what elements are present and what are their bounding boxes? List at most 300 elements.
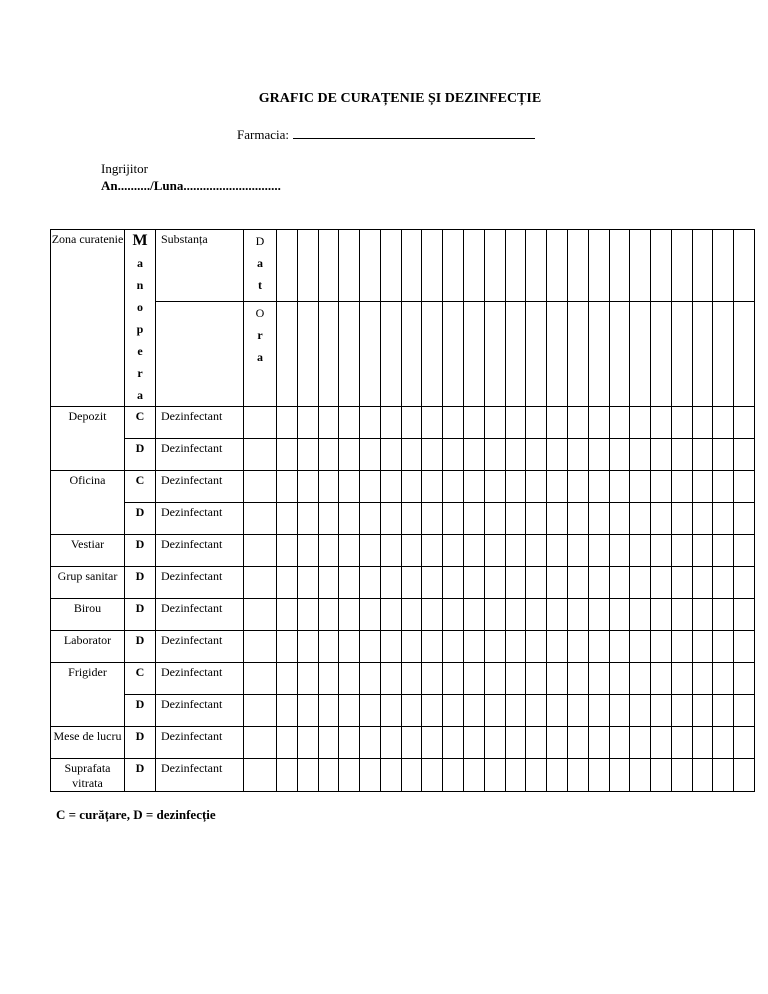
schedule-cell[interactable]: [588, 535, 609, 567]
schedule-cell[interactable]: [422, 695, 443, 727]
schedule-cell[interactable]: [567, 302, 588, 407]
schedule-cell[interactable]: [380, 727, 401, 759]
schedule-cell[interactable]: [651, 230, 672, 302]
schedule-cell[interactable]: [692, 631, 713, 663]
schedule-cell[interactable]: [630, 631, 651, 663]
schedule-cell[interactable]: [630, 535, 651, 567]
data-ora-cell[interactable]: [244, 599, 277, 631]
schedule-cell[interactable]: [297, 439, 318, 471]
schedule-cell[interactable]: [401, 631, 422, 663]
schedule-cell[interactable]: [297, 567, 318, 599]
schedule-cell[interactable]: [277, 302, 298, 407]
schedule-cell[interactable]: [505, 230, 526, 302]
schedule-cell[interactable]: [339, 727, 360, 759]
schedule-cell[interactable]: [734, 599, 755, 631]
schedule-cell[interactable]: [443, 407, 464, 439]
schedule-cell[interactable]: [713, 503, 734, 535]
schedule-cell[interactable]: [360, 567, 381, 599]
schedule-cell[interactable]: [713, 599, 734, 631]
schedule-cell[interactable]: [526, 535, 547, 567]
schedule-cell[interactable]: [277, 230, 298, 302]
data-ora-cell[interactable]: [244, 503, 277, 535]
schedule-cell[interactable]: [609, 695, 630, 727]
schedule-cell[interactable]: [526, 407, 547, 439]
schedule-cell[interactable]: [339, 759, 360, 792]
schedule-cell[interactable]: [443, 759, 464, 792]
schedule-cell[interactable]: [380, 503, 401, 535]
schedule-cell[interactable]: [380, 695, 401, 727]
schedule-cell[interactable]: [734, 535, 755, 567]
schedule-cell[interactable]: [360, 631, 381, 663]
schedule-cell[interactable]: [713, 663, 734, 695]
schedule-cell[interactable]: [526, 230, 547, 302]
schedule-cell[interactable]: [547, 599, 568, 631]
schedule-cell[interactable]: [630, 567, 651, 599]
schedule-cell[interactable]: [297, 631, 318, 663]
schedule-cell[interactable]: [297, 727, 318, 759]
schedule-cell[interactable]: [401, 599, 422, 631]
schedule-cell[interactable]: [484, 567, 505, 599]
schedule-cell[interactable]: [505, 503, 526, 535]
schedule-cell[interactable]: [567, 631, 588, 663]
schedule-cell[interactable]: [505, 631, 526, 663]
schedule-cell[interactable]: [609, 407, 630, 439]
schedule-cell[interactable]: [277, 599, 298, 631]
schedule-cell[interactable]: [380, 663, 401, 695]
schedule-cell[interactable]: [547, 759, 568, 792]
schedule-cell[interactable]: [360, 759, 381, 792]
schedule-cell[interactable]: [464, 663, 485, 695]
schedule-cell[interactable]: [671, 631, 692, 663]
schedule-cell[interactable]: [401, 695, 422, 727]
schedule-cell[interactable]: [547, 663, 568, 695]
schedule-cell[interactable]: [526, 567, 547, 599]
schedule-cell[interactable]: [318, 631, 339, 663]
schedule-cell[interactable]: [277, 567, 298, 599]
schedule-cell[interactable]: [734, 503, 755, 535]
schedule-cell[interactable]: [484, 439, 505, 471]
schedule-cell[interactable]: [609, 230, 630, 302]
data-ora-cell[interactable]: [244, 471, 277, 503]
schedule-cell[interactable]: [671, 695, 692, 727]
schedule-cell[interactable]: [318, 230, 339, 302]
schedule-cell[interactable]: [692, 407, 713, 439]
schedule-cell[interactable]: [692, 567, 713, 599]
schedule-cell[interactable]: [505, 759, 526, 792]
schedule-cell[interactable]: [692, 471, 713, 503]
schedule-cell[interactable]: [671, 727, 692, 759]
schedule-cell[interactable]: [318, 567, 339, 599]
schedule-cell[interactable]: [277, 407, 298, 439]
schedule-cell[interactable]: [567, 599, 588, 631]
schedule-cell[interactable]: [651, 567, 672, 599]
schedule-cell[interactable]: [297, 471, 318, 503]
schedule-cell[interactable]: [401, 759, 422, 792]
schedule-cell[interactable]: [547, 503, 568, 535]
schedule-cell[interactable]: [609, 631, 630, 663]
schedule-cell[interactable]: [443, 599, 464, 631]
schedule-cell[interactable]: [547, 302, 568, 407]
schedule-cell[interactable]: [339, 302, 360, 407]
schedule-cell[interactable]: [692, 599, 713, 631]
schedule-cell[interactable]: [567, 471, 588, 503]
schedule-cell[interactable]: [484, 663, 505, 695]
schedule-cell[interactable]: [318, 727, 339, 759]
schedule-cell[interactable]: [443, 567, 464, 599]
schedule-cell[interactable]: [380, 230, 401, 302]
schedule-cell[interactable]: [443, 230, 464, 302]
schedule-cell[interactable]: [734, 567, 755, 599]
schedule-cell[interactable]: [339, 631, 360, 663]
schedule-cell[interactable]: [713, 439, 734, 471]
schedule-cell[interactable]: [360, 695, 381, 727]
schedule-cell[interactable]: [318, 695, 339, 727]
schedule-cell[interactable]: [360, 663, 381, 695]
schedule-cell[interactable]: [339, 535, 360, 567]
schedule-cell[interactable]: [443, 471, 464, 503]
schedule-cell[interactable]: [401, 471, 422, 503]
schedule-cell[interactable]: [422, 302, 443, 407]
schedule-cell[interactable]: [360, 407, 381, 439]
schedule-cell[interactable]: [651, 631, 672, 663]
schedule-cell[interactable]: [422, 727, 443, 759]
schedule-cell[interactable]: [713, 727, 734, 759]
schedule-cell[interactable]: [505, 695, 526, 727]
schedule-cell[interactable]: [526, 471, 547, 503]
schedule-cell[interactable]: [609, 535, 630, 567]
schedule-cell[interactable]: [464, 759, 485, 792]
schedule-cell[interactable]: [464, 599, 485, 631]
schedule-cell[interactable]: [339, 471, 360, 503]
schedule-cell[interactable]: [567, 663, 588, 695]
schedule-cell[interactable]: [713, 407, 734, 439]
schedule-cell[interactable]: [630, 727, 651, 759]
schedule-cell[interactable]: [505, 663, 526, 695]
schedule-cell[interactable]: [401, 503, 422, 535]
schedule-cell[interactable]: [547, 471, 568, 503]
schedule-cell[interactable]: [422, 599, 443, 631]
schedule-cell[interactable]: [360, 302, 381, 407]
schedule-cell[interactable]: [651, 302, 672, 407]
schedule-cell[interactable]: [671, 567, 692, 599]
schedule-cell[interactable]: [443, 631, 464, 663]
schedule-cell[interactable]: [360, 503, 381, 535]
schedule-cell[interactable]: [484, 503, 505, 535]
data-ora-cell[interactable]: [244, 759, 277, 792]
schedule-cell[interactable]: [692, 230, 713, 302]
schedule-cell[interactable]: [277, 503, 298, 535]
schedule-cell[interactable]: [588, 599, 609, 631]
schedule-cell[interactable]: [339, 503, 360, 535]
schedule-cell[interactable]: [547, 407, 568, 439]
data-ora-cell[interactable]: [244, 631, 277, 663]
schedule-cell[interactable]: [277, 535, 298, 567]
schedule-cell[interactable]: [671, 503, 692, 535]
schedule-cell[interactable]: [630, 471, 651, 503]
schedule-cell[interactable]: [609, 727, 630, 759]
schedule-cell[interactable]: [713, 631, 734, 663]
schedule-cell[interactable]: [401, 535, 422, 567]
schedule-cell[interactable]: [505, 535, 526, 567]
schedule-cell[interactable]: [318, 471, 339, 503]
schedule-cell[interactable]: [339, 695, 360, 727]
schedule-cell[interactable]: [671, 230, 692, 302]
schedule-cell[interactable]: [401, 567, 422, 599]
schedule-cell[interactable]: [464, 471, 485, 503]
schedule-cell[interactable]: [713, 759, 734, 792]
schedule-cell[interactable]: [297, 695, 318, 727]
schedule-cell[interactable]: [380, 535, 401, 567]
schedule-cell[interactable]: [588, 439, 609, 471]
schedule-cell[interactable]: [484, 302, 505, 407]
schedule-cell[interactable]: [484, 695, 505, 727]
schedule-cell[interactable]: [484, 535, 505, 567]
schedule-cell[interactable]: [692, 759, 713, 792]
schedule-cell[interactable]: [630, 599, 651, 631]
schedule-cell[interactable]: [422, 407, 443, 439]
schedule-cell[interactable]: [630, 503, 651, 535]
schedule-cell[interactable]: [464, 631, 485, 663]
schedule-cell[interactable]: [505, 567, 526, 599]
data-ora-cell[interactable]: [244, 663, 277, 695]
schedule-cell[interactable]: [526, 302, 547, 407]
schedule-cell[interactable]: [380, 407, 401, 439]
schedule-cell[interactable]: [713, 535, 734, 567]
schedule-cell[interactable]: [567, 727, 588, 759]
schedule-cell[interactable]: [422, 471, 443, 503]
schedule-cell[interactable]: [380, 759, 401, 792]
substanta-blank-cell[interactable]: [156, 302, 244, 407]
schedule-cell[interactable]: [692, 302, 713, 407]
schedule-cell[interactable]: [360, 599, 381, 631]
schedule-cell[interactable]: [318, 439, 339, 471]
data-ora-cell[interactable]: [244, 567, 277, 599]
schedule-cell[interactable]: [547, 535, 568, 567]
schedule-cell[interactable]: [464, 535, 485, 567]
schedule-cell[interactable]: [505, 407, 526, 439]
schedule-cell[interactable]: [588, 230, 609, 302]
schedule-cell[interactable]: [692, 727, 713, 759]
schedule-cell[interactable]: [692, 695, 713, 727]
schedule-cell[interactable]: [422, 663, 443, 695]
schedule-cell[interactable]: [734, 663, 755, 695]
schedule-cell[interactable]: [464, 727, 485, 759]
schedule-cell[interactable]: [671, 663, 692, 695]
schedule-cell[interactable]: [588, 407, 609, 439]
schedule-cell[interactable]: [713, 471, 734, 503]
schedule-cell[interactable]: [443, 695, 464, 727]
schedule-cell[interactable]: [567, 759, 588, 792]
schedule-cell[interactable]: [464, 567, 485, 599]
schedule-cell[interactable]: [734, 230, 755, 302]
schedule-cell[interactable]: [630, 302, 651, 407]
schedule-cell[interactable]: [443, 302, 464, 407]
schedule-cell[interactable]: [297, 302, 318, 407]
schedule-cell[interactable]: [505, 727, 526, 759]
schedule-cell[interactable]: [588, 663, 609, 695]
schedule-cell[interactable]: [401, 727, 422, 759]
schedule-cell[interactable]: [671, 471, 692, 503]
schedule-cell[interactable]: [651, 663, 672, 695]
schedule-cell[interactable]: [547, 439, 568, 471]
data-ora-cell[interactable]: [244, 727, 277, 759]
schedule-cell[interactable]: [360, 535, 381, 567]
schedule-cell[interactable]: [297, 599, 318, 631]
schedule-cell[interactable]: [630, 695, 651, 727]
schedule-cell[interactable]: [277, 727, 298, 759]
schedule-cell[interactable]: [630, 759, 651, 792]
schedule-cell[interactable]: [671, 407, 692, 439]
schedule-cell[interactable]: [692, 663, 713, 695]
schedule-cell[interactable]: [464, 503, 485, 535]
schedule-cell[interactable]: [422, 439, 443, 471]
schedule-cell[interactable]: [401, 439, 422, 471]
schedule-cell[interactable]: [692, 503, 713, 535]
schedule-cell[interactable]: [609, 663, 630, 695]
schedule-cell[interactable]: [422, 535, 443, 567]
schedule-cell[interactable]: [734, 695, 755, 727]
schedule-cell[interactable]: [380, 302, 401, 407]
schedule-cell[interactable]: [547, 631, 568, 663]
schedule-cell[interactable]: [297, 503, 318, 535]
schedule-cell[interactable]: [505, 599, 526, 631]
schedule-cell[interactable]: [318, 599, 339, 631]
schedule-cell[interactable]: [401, 663, 422, 695]
schedule-cell[interactable]: [609, 503, 630, 535]
schedule-cell[interactable]: [360, 727, 381, 759]
schedule-cell[interactable]: [588, 471, 609, 503]
schedule-cell[interactable]: [318, 302, 339, 407]
schedule-cell[interactable]: [567, 535, 588, 567]
schedule-cell[interactable]: [609, 471, 630, 503]
schedule-cell[interactable]: [484, 599, 505, 631]
schedule-cell[interactable]: [422, 567, 443, 599]
schedule-cell[interactable]: [339, 663, 360, 695]
schedule-cell[interactable]: [318, 663, 339, 695]
schedule-cell[interactable]: [380, 631, 401, 663]
schedule-cell[interactable]: [360, 230, 381, 302]
schedule-cell[interactable]: [734, 439, 755, 471]
schedule-cell[interactable]: [588, 759, 609, 792]
schedule-cell[interactable]: [318, 759, 339, 792]
schedule-cell[interactable]: [547, 695, 568, 727]
schedule-cell[interactable]: [380, 439, 401, 471]
schedule-cell[interactable]: [339, 599, 360, 631]
schedule-cell[interactable]: [484, 230, 505, 302]
schedule-cell[interactable]: [588, 631, 609, 663]
schedule-cell[interactable]: [588, 727, 609, 759]
schedule-cell[interactable]: [734, 407, 755, 439]
schedule-cell[interactable]: [422, 503, 443, 535]
schedule-cell[interactable]: [713, 230, 734, 302]
schedule-cell[interactable]: [297, 663, 318, 695]
schedule-cell[interactable]: [588, 695, 609, 727]
schedule-cell[interactable]: [526, 439, 547, 471]
schedule-cell[interactable]: [567, 230, 588, 302]
schedule-cell[interactable]: [609, 439, 630, 471]
schedule-cell[interactable]: [422, 631, 443, 663]
data-ora-cell[interactable]: [244, 439, 277, 471]
schedule-cell[interactable]: [671, 439, 692, 471]
farmacia-blank-line[interactable]: [293, 126, 535, 139]
schedule-cell[interactable]: [464, 230, 485, 302]
schedule-cell[interactable]: [484, 471, 505, 503]
schedule-cell[interactable]: [297, 230, 318, 302]
schedule-cell[interactable]: [443, 439, 464, 471]
schedule-cell[interactable]: [734, 302, 755, 407]
schedule-cell[interactable]: [567, 503, 588, 535]
schedule-cell[interactable]: [277, 695, 298, 727]
schedule-cell[interactable]: [401, 230, 422, 302]
schedule-cell[interactable]: [526, 695, 547, 727]
schedule-cell[interactable]: [609, 302, 630, 407]
schedule-cell[interactable]: [339, 439, 360, 471]
schedule-cell[interactable]: [484, 727, 505, 759]
schedule-cell[interactable]: [443, 663, 464, 695]
schedule-cell[interactable]: [277, 759, 298, 792]
schedule-cell[interactable]: [297, 535, 318, 567]
schedule-cell[interactable]: [588, 567, 609, 599]
schedule-cell[interactable]: [339, 407, 360, 439]
schedule-cell[interactable]: [484, 407, 505, 439]
schedule-cell[interactable]: [651, 759, 672, 792]
schedule-cell[interactable]: [609, 599, 630, 631]
schedule-cell[interactable]: [567, 567, 588, 599]
schedule-cell[interactable]: [671, 599, 692, 631]
schedule-cell[interactable]: [630, 663, 651, 695]
schedule-cell[interactable]: [422, 759, 443, 792]
schedule-cell[interactable]: [277, 663, 298, 695]
schedule-cell[interactable]: [734, 759, 755, 792]
schedule-cell[interactable]: [692, 535, 713, 567]
schedule-cell[interactable]: [380, 567, 401, 599]
schedule-cell[interactable]: [671, 759, 692, 792]
schedule-cell[interactable]: [651, 503, 672, 535]
schedule-cell[interactable]: [464, 439, 485, 471]
schedule-cell[interactable]: [339, 230, 360, 302]
schedule-cell[interactable]: [422, 230, 443, 302]
schedule-cell[interactable]: [671, 535, 692, 567]
schedule-cell[interactable]: [630, 439, 651, 471]
schedule-cell[interactable]: [401, 407, 422, 439]
schedule-cell[interactable]: [547, 567, 568, 599]
schedule-cell[interactable]: [588, 503, 609, 535]
schedule-cell[interactable]: [464, 302, 485, 407]
schedule-cell[interactable]: [692, 439, 713, 471]
schedule-cell[interactable]: [505, 471, 526, 503]
schedule-cell[interactable]: [651, 471, 672, 503]
schedule-cell[interactable]: [734, 727, 755, 759]
schedule-cell[interactable]: [484, 631, 505, 663]
schedule-cell[interactable]: [734, 631, 755, 663]
schedule-cell[interactable]: [360, 439, 381, 471]
schedule-cell[interactable]: [651, 727, 672, 759]
schedule-cell[interactable]: [734, 471, 755, 503]
data-ora-cell[interactable]: [244, 407, 277, 439]
schedule-cell[interactable]: [567, 695, 588, 727]
schedule-cell[interactable]: [630, 230, 651, 302]
schedule-cell[interactable]: [505, 302, 526, 407]
schedule-cell[interactable]: [630, 407, 651, 439]
schedule-cell[interactable]: [567, 407, 588, 439]
schedule-cell[interactable]: [464, 695, 485, 727]
schedule-cell[interactable]: [505, 439, 526, 471]
data-ora-cell[interactable]: [244, 695, 277, 727]
schedule-cell[interactable]: [713, 302, 734, 407]
schedule-cell[interactable]: [526, 663, 547, 695]
schedule-cell[interactable]: [547, 230, 568, 302]
schedule-cell[interactable]: [651, 407, 672, 439]
